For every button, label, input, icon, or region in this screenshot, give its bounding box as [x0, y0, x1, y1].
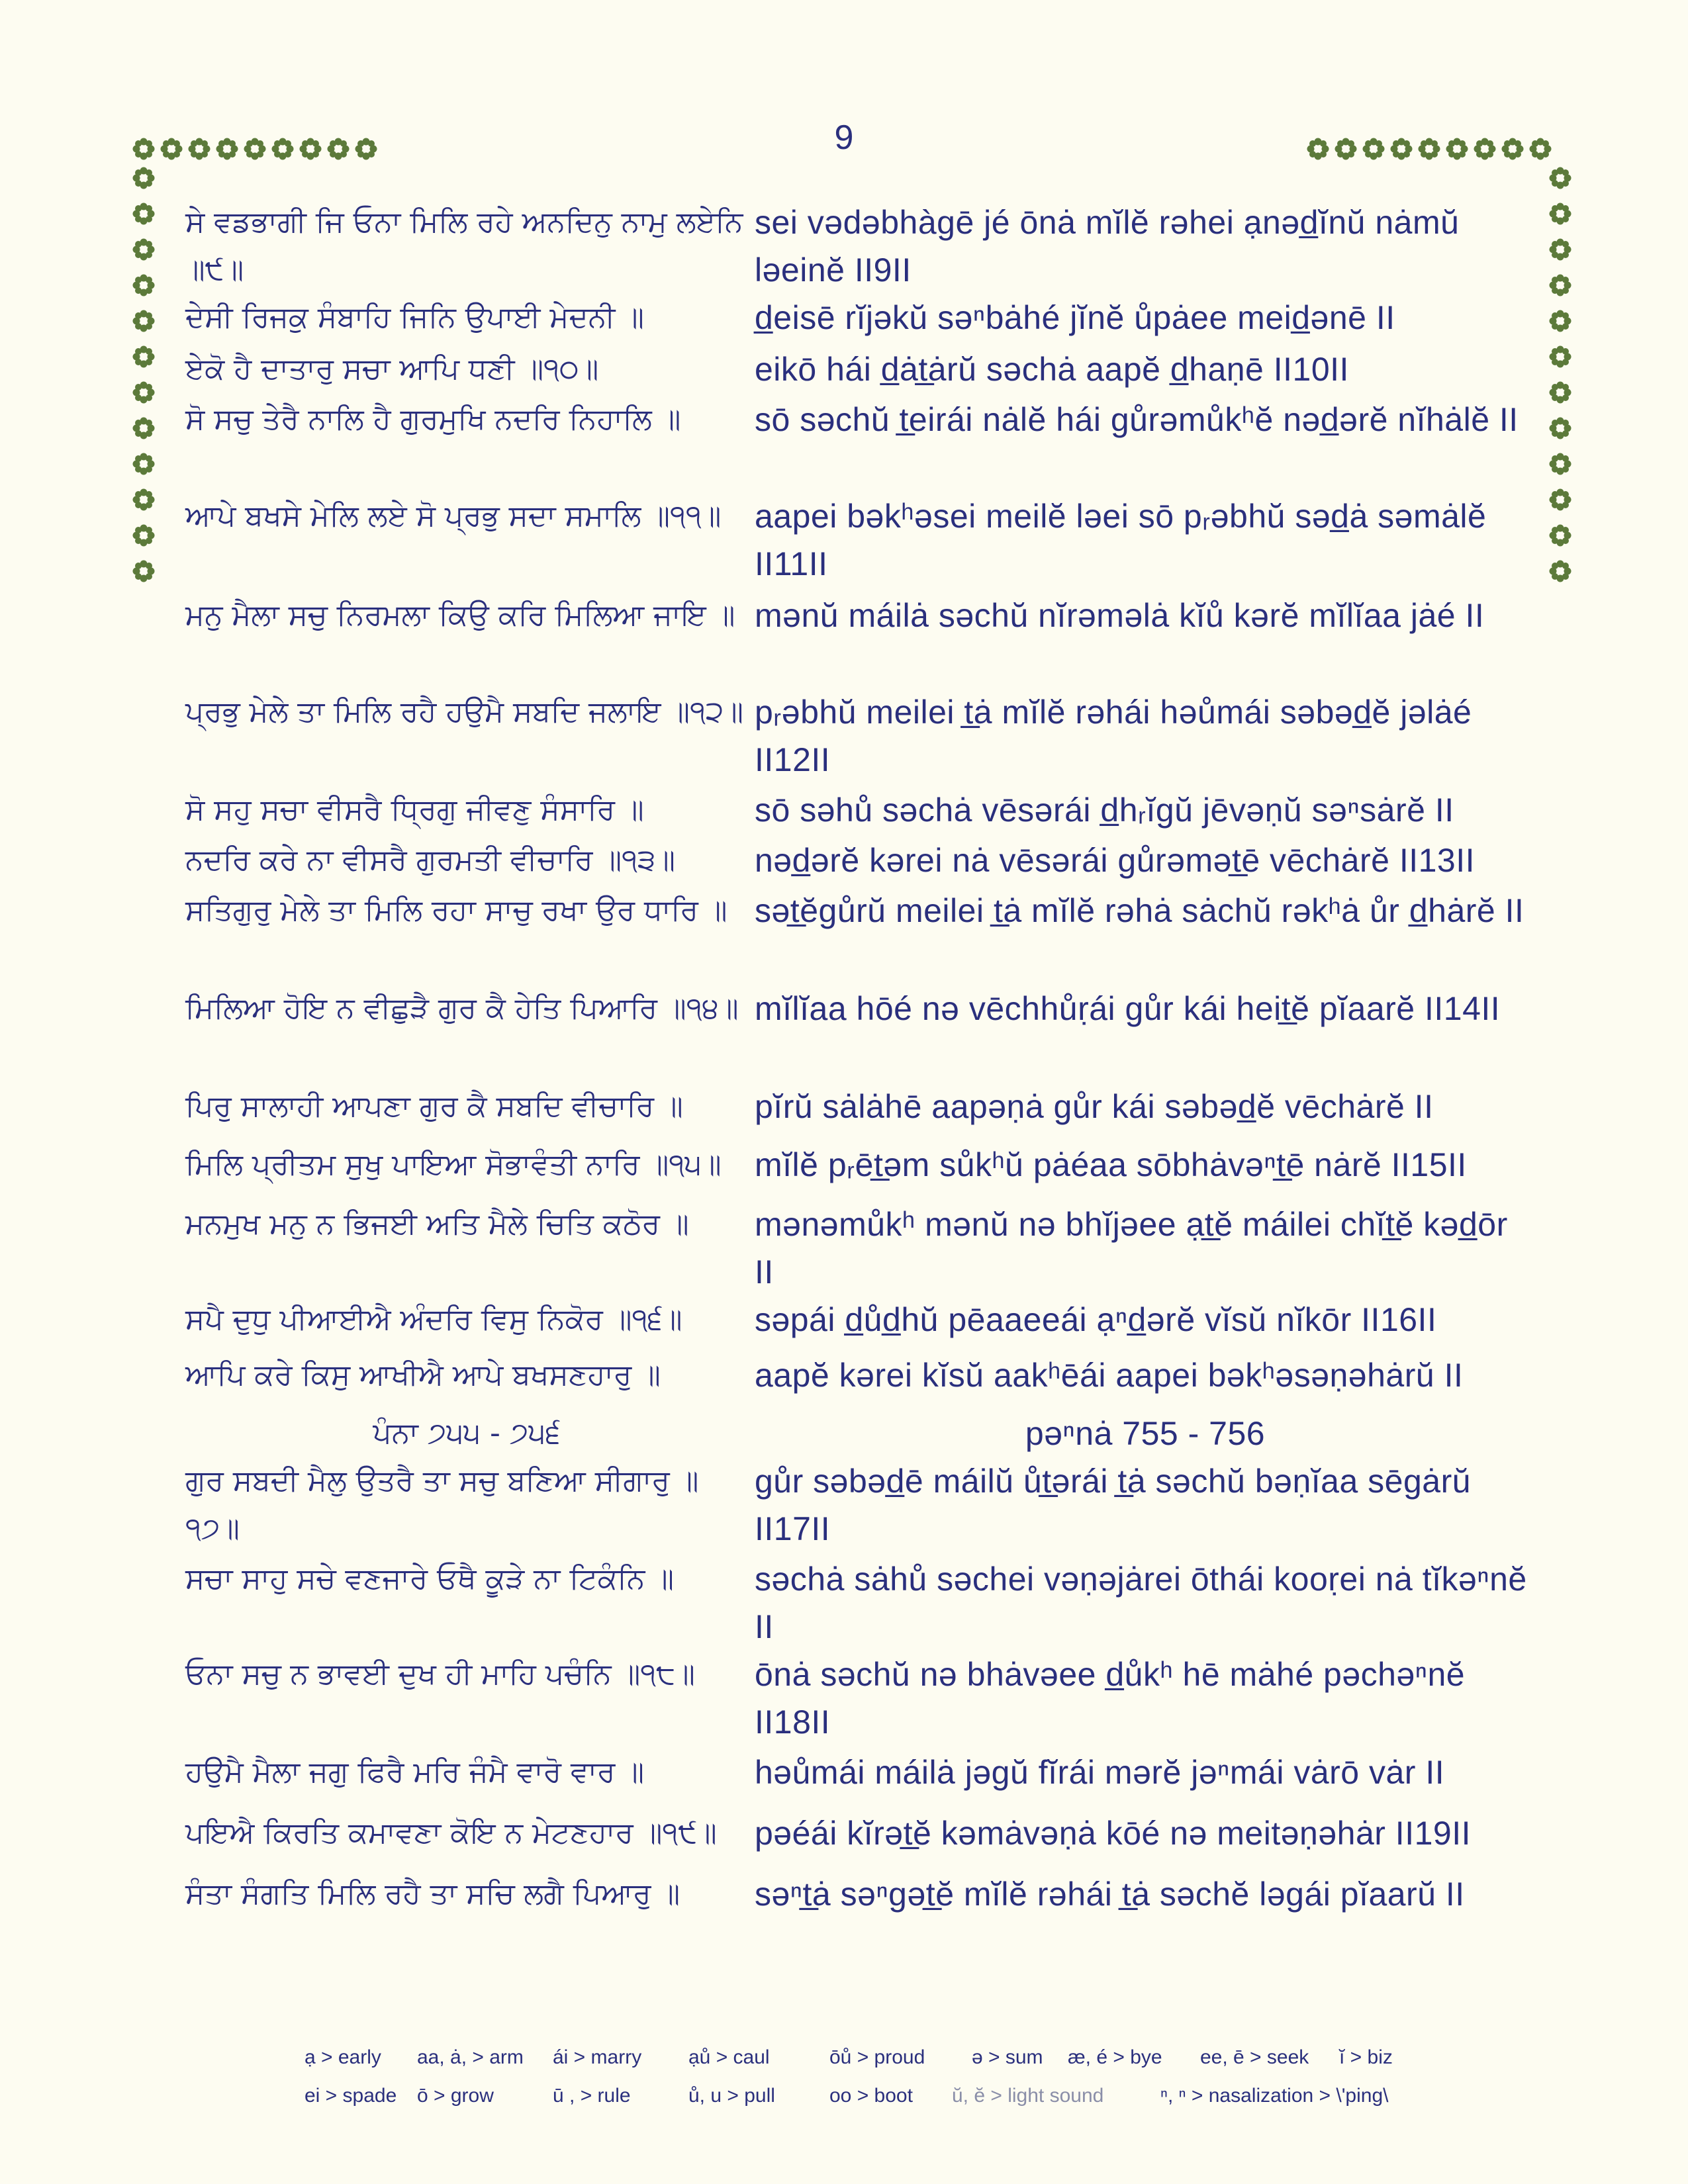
legend-item: ů, u > pull [688, 2085, 775, 2107]
transliteration: pĭrŭ sȧlȧhē aapəṇȧ gůr kái səbəd̲ĕ vēchȧrĕ II [755, 1088, 1434, 1125]
transliteration: mənŭ máilȧ səchŭ nĭrəməlȧ kĭů kərĕ mĭlĭaa jȧé II [755, 597, 1485, 634]
verse-row [185, 1555, 1536, 1651]
verse-row [185, 345, 1536, 396]
legend-row [305, 2077, 1496, 2115]
legend-item: ạ > early [305, 2046, 381, 2068]
flower-ornament-icon [132, 238, 155, 261]
transliteration: sō səchŭ t̲eirái nȧlĕ hái gůrəmůkʰĕ nəd̲ərĕ nĭhȧlĕ II [755, 401, 1519, 438]
flower-ornament-icon [299, 138, 322, 160]
flower-ornament-icon [1335, 138, 1357, 160]
flower-ornament-icon [132, 345, 155, 368]
flower-ornament-icon [132, 381, 155, 404]
flower-ornament-icon [355, 138, 377, 160]
transliteration: nəd̲ərĕ kərei nȧ vēsərái gůrəmət̲ē vēchȧrĕ II13II [755, 842, 1476, 879]
transliteration: həůmái máilȧ jəgŭ fĭrái mərĕ jəⁿmái vȧrō vȧr II [755, 1754, 1445, 1791]
flower-ornament-icon [132, 274, 155, 296]
gurmukhi-verse: ਸਪੈ ਦੁਧੁ ਪੀਆਈਐ ਅੰਦਰਿ ਵਿਸੁ ਨਿਕੋਰ ॥੧੬॥ [185, 1302, 682, 1336]
verse-row [185, 1809, 1536, 1870]
ornament-column-left [132, 167, 155, 582]
ornament-row-top-right [1307, 138, 1552, 160]
flower-ornament-icon [132, 138, 155, 160]
transliteration: mĭlĭaa hōé nə vēchhůṛái gůr kái heit̲ĕ pĭaarĕ II14II [755, 990, 1501, 1027]
gurmukhi-verse: ਪਿਰੁ ਸਾਲਾਹੀ ਆਪਣਾ ਗੁਰ ਕੈ ਸਬਦਿ ਵੀਚਾਰਿ ॥ [185, 1089, 683, 1123]
verse-row [185, 688, 1536, 786]
transliteration: pᵣəbhŭ meilei t̲ȧ mĭlĕ rəhái həůmái səbəd̲ĕ jəlȧé II12II [755, 694, 1472, 778]
flower-ornament-icon [1549, 524, 1571, 547]
verse-row [185, 1083, 1536, 1141]
gurmukhi-verse: ਸੋ ਸਚੁ ਤੇਰੈ ਨਾਲਿ ਹੈ ਗੁਰਮੁਖਿ ਨਦਰਿ ਨਿਹਾਲਿ ॥ [185, 402, 681, 436]
page-number: 9 [834, 118, 854, 157]
page-reference-row [185, 1410, 1536, 1457]
legend-item: ə > sum [972, 2046, 1043, 2068]
verse-row [185, 1201, 1536, 1296]
ornament-row-top-left [132, 138, 377, 160]
verse-row [185, 492, 1536, 592]
gurmukhi-verse: ਸਤਿਗੁਰੁ ਮੇਲੇ ਤਾ ਮਿਲਿ ਰਹਾ ਸਾਚੁ ਰਖਾ ਉਰ ਧਾਰਿ ॥ [185, 893, 727, 927]
gurmukhi-verse: ਸੇ ਵਡਭਾਗੀ ਜਿ ਓਨਾ ਮਿਲਿ ਰਹੇ ਅਨਦਿਨੁ ਨਾਮੁ ਲਏਨਿ ॥੯॥ [185, 205, 743, 287]
gurmukhi-verse: ਮਨਮੁਖ ਮਨੁ ਨ ਭਿਜਈ ਅਤਿ ਮੈਲੇ ਚਿਤਿ ਕਠੋਰ ॥ [185, 1207, 689, 1241]
gurmukhi-verse: ਮਿਲਿ ਪ੍ਰੀਤਮ ਸੁਖੁ ਪਾਇਆ ਸੋਭਾਵੰਤੀ ਨਾਰਿ ॥੧੫॥ [185, 1148, 722, 1181]
gurmukhi-page-reference: ਪੰਨਾ ੭੫੫ - ੭੫੬ [373, 1416, 561, 1450]
verse-row [185, 592, 1536, 688]
gurmukhi-verse: ਪਇਐ ਕਿਰਤਿ ਕਮਾਵਣਾ ਕੋਇ ਨ ਮੇਟਣਹਾਰ ॥੧੯॥ [185, 1816, 717, 1850]
transliteration: pəéái kĭrət̲ĕ kəmȧvəṇȧ kōé nə meitəṇəhȧr II19II [755, 1815, 1471, 1852]
flower-ornament-icon [1446, 138, 1468, 160]
transliteration: mənəmůkʰ mənŭ nə bhĭjəee ạt̲ĕ máilei chĭt̲ĕ kəd̲ōr II [755, 1206, 1508, 1291]
flower-ornament-icon [1307, 138, 1329, 160]
flower-ornament-icon [1549, 274, 1571, 296]
transliteration: gůr səbəd̲ē máilŭ ůt̲ərái t̲ȧ səchŭ bəṇĭaa sēgȧrŭ II17II [755, 1463, 1472, 1547]
verse-row [185, 1651, 1536, 1749]
page-reference: pəⁿnȧ 755 - 756 [1025, 1415, 1266, 1452]
gurmukhi-verse: ਹਉਮੈ ਮੈਲਾ ਜਗੁ ਫਿਰੈ ਮਰਿ ਜੰਮੈ ਵਾਰੋ ਵਾਰ ॥ [185, 1755, 645, 1789]
transliteration: səchȧ sȧhů səchei vəṇəjȧrei ōthái kooṛei nȧ tĭkəⁿnĕ II [755, 1561, 1527, 1645]
legend-row [305, 2038, 1496, 2077]
verse-table [185, 199, 1536, 1923]
legend-item: ōů > proud [829, 2046, 925, 2068]
transliteration: sət̲ĕgůrŭ meilei t̲ȧ mĭlĕ rəhȧ sȧchŭ rəkʰȧ ůr d̲hȧrĕ II [755, 892, 1524, 929]
flower-ornament-icon [132, 417, 155, 439]
verse-row [185, 837, 1536, 887]
flower-ornament-icon [1549, 345, 1571, 368]
flower-ornament-icon [1549, 453, 1571, 475]
transliteration: aapĕ kərei kĭsŭ aakʰēái aapei bəkʰəsəṇəhȧrŭ II [755, 1357, 1464, 1394]
flower-ornament-icon [1474, 138, 1496, 160]
gurmukhi-verse: ਮਿਲਿਆ ਹੋਇ ਨ ਵੀਛੁੜੈ ਗੁਰ ਕੈ ਹੇਤਿ ਪਿਆਰਿ ॥੧੪॥ [185, 991, 739, 1025]
transliteration: səⁿt̲ȧ səⁿgət̲ĕ mĭlĕ rəhái t̲ȧ səchĕ ləgái pĭaarŭ II [755, 1876, 1465, 1913]
transliteration: sei vədəbhàgē jé ōnȧ mĭlĕ rəhei ạnəd̲ĭnŭ nȧmŭ ləeinĕ II9II [755, 204, 1460, 289]
flower-ornament-icon [132, 203, 155, 225]
transliteration: sō səhů səchȧ vēsərái d̲hᵣĭgŭ jēvəṇŭ səⁿsȧrĕ II [755, 792, 1454, 829]
verse-row [185, 396, 1536, 492]
flower-ornament-icon [188, 138, 211, 160]
flower-ornament-icon [132, 560, 155, 582]
flower-ornament-icon [327, 138, 350, 160]
gurmukhi-verse: ਸੋ ਸਹੁ ਸਚਾ ਵੀਸਰੈ ਧ੍ਰਿਗੁ ਜੀਵਣੁ ਸੰਸਾਰਿ ॥ [185, 793, 644, 827]
verse-row [185, 1351, 1536, 1410]
transliteration: aapei bəkʰəsei meilĕ ləei sō pᵣəbhŭ səd̲ȧ səmȧlĕ II11II [755, 498, 1487, 582]
flower-ornament-icon [1362, 138, 1385, 160]
transliteration: d̲eisē rĭjəkŭ səⁿbȧhé jĭnĕ ůpȧee meid̲ənē II [755, 299, 1395, 336]
verse-row [185, 1457, 1536, 1555]
flower-ornament-icon [132, 310, 155, 332]
legend-item: ái > marry [553, 2046, 642, 2068]
transliteration: səpái d̲ůd̲hŭ pēaaeeái ạⁿd̲ərĕ vĭsŭ nĭkōr II16II [755, 1301, 1437, 1338]
flower-ornament-icon [160, 138, 183, 160]
legend-item: ū , > rule [553, 2085, 631, 2107]
flower-ornament-icon [216, 138, 238, 160]
legend-item-nasalization: ⁿ, ⁿ > nasalization > \'ping\ [1160, 2085, 1389, 2107]
gurmukhi-verse: ਮਨੁ ਮੈਲਾ ਸਚੁ ਨਿਰਮਲਾ ਕਿਉ ਕਰਿ ਮਿਲਿਆ ਜਾਇ ॥ [185, 598, 735, 632]
legend-item: oo > boot [829, 2085, 913, 2107]
gurmukhi-verse: ਸੰਤਾ ਸੰਗਤਿ ਮਿਲਿ ਰਹੈ ਤਾ ਸਚਿ ਲਗੈ ਪਿਆਰੁ ॥ [185, 1877, 680, 1911]
flower-ornament-icon [132, 453, 155, 475]
legend-item: ō > grow [417, 2085, 494, 2107]
flower-ornament-icon [1549, 238, 1571, 261]
flower-ornament-icon [1501, 138, 1524, 160]
gurmukhi-verse: ਪ੍ਰਭੁ ਮੇਲੇ ਤਾ ਮਿਲਿ ਰਹੈ ਹਉਮੈ ਸਬਦਿ ਜਲਾਇ ॥੧੨॥ [185, 695, 743, 729]
ornament-column-right [1549, 167, 1571, 582]
legend-item: æ, é > bye [1068, 2046, 1162, 2068]
verse-row [185, 887, 1536, 985]
legend-item-light-sound: ŭ, ĕ > light sound [952, 2085, 1104, 2107]
verse-row [185, 199, 1536, 294]
gurmukhi-verse: ਗੁਰ ਸਬਦੀ ਮੈਲੁ ਉਤਰੈ ਤਾ ਸਚੁ ਬਣਿਆ ਸੀਗਾਰੁ ॥੧੭॥ [185, 1464, 699, 1545]
verse-row [185, 1870, 1536, 1923]
pronunciation-legend [305, 2038, 1496, 2115]
flower-ornament-icon [1549, 381, 1571, 404]
gurmukhi-verse: ਸਚਾ ਸਾਹੁ ਸਚੇ ਵਣਜਾਰੇ ਓਥੈ ਕੂੜੇ ਨਾ ਟਿਕੰਨਿ ॥ [185, 1562, 675, 1596]
transliteration: mĭlĕ pᵣēt̲əm sůkʰŭ pȧéaa sōbhȧvəⁿt̲ē nȧrĕ II15II [755, 1146, 1467, 1183]
gurmukhi-verse: ਆਪਿ ਕਰੇ ਕਿਸੁ ਆਖੀਐ ਆਪੇ ਬਖਸਣਹਾਰੁ ॥ [185, 1358, 661, 1392]
legend-item: ei > spade [305, 2085, 397, 2107]
flower-ornament-icon [1549, 167, 1571, 189]
flower-ornament-icon [244, 138, 266, 160]
gurmukhi-verse: ਏਕੋ ਹੈ ਦਾਤਾਰੁ ਸਚਾ ਆਪਿ ਧਣੀ ॥੧੦॥ [185, 352, 599, 386]
flower-ornament-icon [1390, 138, 1413, 160]
gurmukhi-verse: ਓਨਾ ਸਚੁ ਨ ਭਾਵਈ ਦੁਖ ਹੀ ਮਾਹਿ ਪਚੰਨਿ ॥੧੮॥ [185, 1657, 695, 1691]
flower-ornament-icon [1529, 138, 1552, 160]
legend-item: aa, ȧ, > arm [417, 2046, 524, 2068]
flower-ornament-icon [271, 138, 294, 160]
legend-item: ạů > caul [688, 2046, 770, 2068]
transliteration: ōnȧ səchŭ nə bhȧvəee d̲ůkʰ hē mȧhé pəchəⁿnĕ II18II [755, 1656, 1466, 1741]
flower-ornament-icon [1549, 488, 1571, 511]
flower-ornament-icon [1549, 417, 1571, 439]
flower-ornament-icon [1418, 138, 1440, 160]
verse-row [185, 786, 1536, 837]
flower-ornament-icon [132, 524, 155, 547]
verse-row [185, 1296, 1536, 1351]
transliteration: eikō hái d̲ȧt̲ȧrŭ səchȧ aapĕ d̲haṇē II10II [755, 351, 1349, 388]
flower-ornament-icon [1549, 203, 1571, 225]
gurmukhi-verse: ਆਪੇ ਬਖਸੇ ਮੇਲਿ ਲਏ ਸੋ ਪ੍ਰਭੁ ਸਦਾ ਸਮਾਲਿ ॥੧੧॥ [185, 499, 722, 533]
verse-row [185, 985, 1536, 1083]
flower-ornament-icon [132, 488, 155, 511]
legend-item: ĭ > biz [1339, 2046, 1393, 2068]
flower-ornament-icon [132, 167, 155, 189]
flower-ornament-icon [1549, 560, 1571, 582]
gurmukhi-verse: ਨਦਰਿ ਕਰੇ ਨਾ ਵੀਸਰੈ ਗੁਰਮਤੀ ਵੀਚਾਰਿ ॥੧੩॥ [185, 843, 676, 877]
verse-row [185, 294, 1536, 345]
flower-ornament-icon [1549, 310, 1571, 332]
verse-row [185, 1141, 1536, 1201]
verse-row [185, 1749, 1536, 1809]
gurmukhi-verse: ਦੇਸੀ ਰਿਜਕੁ ਸੰਬਾਹਿ ਜਿਨਿ ਉਪਾਈ ਮੇਦਨੀ ॥ [185, 300, 644, 334]
legend-item: ee, ē > seek [1200, 2046, 1309, 2068]
